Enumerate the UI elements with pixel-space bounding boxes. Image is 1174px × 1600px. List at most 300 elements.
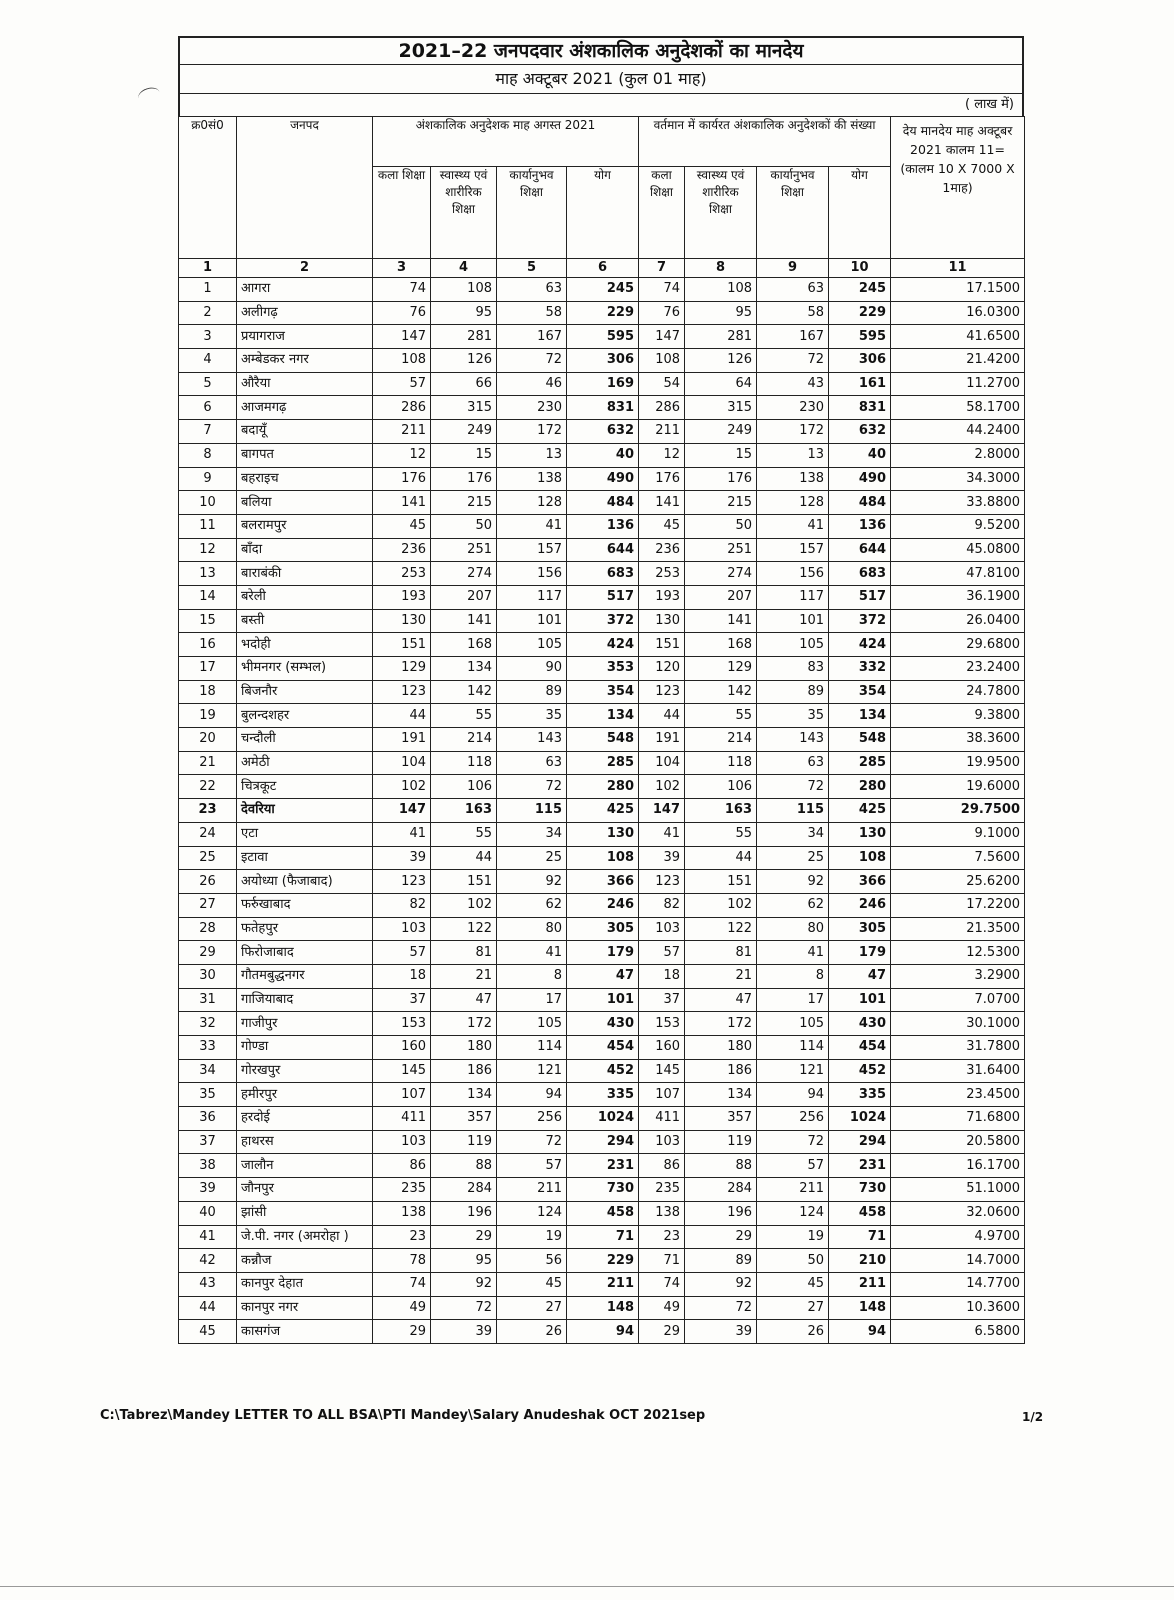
table-row <box>179 301 1025 325</box>
aug-total-cell: 229 <box>567 1249 639 1273</box>
column-number: 8 <box>685 259 757 278</box>
cur-art-cell: 86 <box>639 1154 685 1178</box>
cur-total-cell: 424 <box>829 633 891 657</box>
col-cur-art: कला शिक्षा <box>639 167 685 259</box>
cur-health-cell: 214 <box>685 728 757 752</box>
cur-work-cell: 26 <box>757 1320 829 1344</box>
col-aug-health: स्वास्थ्य एवं शारीरिक शिक्षा <box>431 167 497 259</box>
cur-work-cell: 83 <box>757 657 829 681</box>
payable-cell: 29.7500 <box>891 799 1025 823</box>
aug-health-cell: 122 <box>431 917 497 941</box>
aug-total-cell: 372 <box>567 609 639 633</box>
payable-cell: 16.1700 <box>891 1154 1025 1178</box>
district-cell: कानपुर नगर <box>237 1296 373 1320</box>
cur-work-cell: 143 <box>757 728 829 752</box>
district-cell: फिरोजाबाद <box>237 941 373 965</box>
aug-total-cell: 644 <box>567 538 639 562</box>
aug-total-cell: 294 <box>567 1130 639 1154</box>
serial-cell: 9 <box>179 467 237 491</box>
aug-work-cell: 58 <box>497 301 567 325</box>
cur-total-cell: 40 <box>829 443 891 467</box>
cur-art-cell: 45 <box>639 514 685 538</box>
cur-art-cell: 57 <box>639 941 685 965</box>
page-subtitle: माह अक्टूबर 2021 (कुल 01 माह) <box>178 65 1024 94</box>
cur-health-cell: 172 <box>685 1012 757 1036</box>
cur-art-cell: 236 <box>639 538 685 562</box>
cur-total-cell: 94 <box>829 1320 891 1344</box>
aug-art-cell: 86 <box>373 1154 431 1178</box>
cur-work-cell: 41 <box>757 941 829 965</box>
aug-health-cell: 92 <box>431 1272 497 1296</box>
aug-total-cell: 148 <box>567 1296 639 1320</box>
cur-art-cell: 147 <box>639 325 685 349</box>
aug-art-cell: 191 <box>373 728 431 752</box>
cur-art-cell: 104 <box>639 751 685 775</box>
cur-art-cell: 147 <box>639 799 685 823</box>
payable-cell: 20.5800 <box>891 1130 1025 1154</box>
payable-cell: 31.6400 <box>891 1059 1025 1083</box>
cur-work-cell: 25 <box>757 846 829 870</box>
cur-work-cell: 45 <box>757 1272 829 1296</box>
aug-health-cell: 81 <box>431 941 497 965</box>
column-number: 6 <box>567 259 639 278</box>
aug-total-cell: 280 <box>567 775 639 799</box>
cur-health-cell: 134 <box>685 1083 757 1107</box>
cur-work-cell: 105 <box>757 1012 829 1036</box>
aug-art-cell: 49 <box>373 1296 431 1320</box>
cur-total-cell: 335 <box>829 1083 891 1107</box>
table-row <box>179 751 1025 775</box>
table-row <box>179 1154 1025 1178</box>
table-row <box>179 1059 1025 1083</box>
col-cur-work: कार्यानुभव शिक्षा <box>757 167 829 259</box>
aug-total-cell: 108 <box>567 846 639 870</box>
aug-total-cell: 366 <box>567 870 639 894</box>
cur-total-cell: 134 <box>829 704 891 728</box>
cur-art-cell: 253 <box>639 562 685 586</box>
cur-health-cell: 315 <box>685 396 757 420</box>
serial-cell: 36 <box>179 1107 237 1131</box>
cur-total-cell: 452 <box>829 1059 891 1083</box>
serial-cell: 35 <box>179 1083 237 1107</box>
payable-cell: 41.6500 <box>891 325 1025 349</box>
cur-health-cell: 196 <box>685 1201 757 1225</box>
aug-art-cell: 286 <box>373 396 431 420</box>
column-number: 4 <box>431 259 497 278</box>
aug-art-cell: 44 <box>373 704 431 728</box>
district-cell: बलिया <box>237 491 373 515</box>
district-cell: प्रयागराज <box>237 325 373 349</box>
cur-work-cell: 34 <box>757 822 829 846</box>
serial-cell: 32 <box>179 1012 237 1036</box>
cur-work-cell: 115 <box>757 799 829 823</box>
cur-art-cell: 151 <box>639 633 685 657</box>
cur-art-cell: 191 <box>639 728 685 752</box>
aug-work-cell: 105 <box>497 633 567 657</box>
aug-total-cell: 169 <box>567 372 639 396</box>
cur-health-cell: 89 <box>685 1249 757 1273</box>
aug-art-cell: 102 <box>373 775 431 799</box>
district-cell: आगरा <box>237 278 373 302</box>
aug-health-cell: 134 <box>431 1083 497 1107</box>
aug-art-cell: 107 <box>373 1083 431 1107</box>
aug-total-cell: 179 <box>567 941 639 965</box>
serial-cell: 30 <box>179 964 237 988</box>
serial-cell: 15 <box>179 609 237 633</box>
district-cell: चन्दौली <box>237 728 373 752</box>
cur-total-cell: 211 <box>829 1272 891 1296</box>
aug-work-cell: 17 <box>497 988 567 1012</box>
cur-health-cell: 119 <box>685 1130 757 1154</box>
serial-cell: 37 <box>179 1130 237 1154</box>
aug-total-cell: 454 <box>567 1036 639 1060</box>
serial-cell: 2 <box>179 301 237 325</box>
cur-health-cell: 357 <box>685 1107 757 1131</box>
aug-health-cell: 134 <box>431 657 497 681</box>
aug-work-cell: 167 <box>497 325 567 349</box>
district-cell: चित्रकूट <box>237 775 373 799</box>
aug-total-cell: 47 <box>567 964 639 988</box>
aug-health-cell: 15 <box>431 443 497 467</box>
col-cur-total: योग <box>829 167 891 259</box>
cur-total-cell: 730 <box>829 1178 891 1202</box>
column-number: 3 <box>373 259 431 278</box>
serial-cell: 8 <box>179 443 237 467</box>
aug-health-cell: 95 <box>431 301 497 325</box>
cur-art-cell: 54 <box>639 372 685 396</box>
aug-health-cell: 172 <box>431 1012 497 1036</box>
cur-health-cell: 81 <box>685 941 757 965</box>
serial-cell: 44 <box>179 1296 237 1320</box>
cur-total-cell: 108 <box>829 846 891 870</box>
serial-cell: 20 <box>179 728 237 752</box>
col-payable: देय मानदेय माह अक्टूबर 2021 कालम 11= (कालम 10 X 7000 X 1माह) <box>891 117 1025 259</box>
cur-total-cell: 305 <box>829 917 891 941</box>
table-row <box>179 372 1025 396</box>
aug-art-cell: 57 <box>373 941 431 965</box>
aug-health-cell: 163 <box>431 799 497 823</box>
aug-art-cell: 74 <box>373 278 431 302</box>
column-number: 1 <box>179 259 237 278</box>
aug-health-cell: 50 <box>431 514 497 538</box>
cur-total-cell: 148 <box>829 1296 891 1320</box>
aug-health-cell: 214 <box>431 728 497 752</box>
cur-work-cell: 72 <box>757 775 829 799</box>
serial-cell: 16 <box>179 633 237 657</box>
cur-total-cell: 683 <box>829 562 891 586</box>
aug-art-cell: 236 <box>373 538 431 562</box>
aug-art-cell: 104 <box>373 751 431 775</box>
cur-health-cell: 15 <box>685 443 757 467</box>
cur-health-cell: 55 <box>685 822 757 846</box>
district-cell: अलीगढ़ <box>237 301 373 325</box>
cur-work-cell: 94 <box>757 1083 829 1107</box>
aug-total-cell: 231 <box>567 1154 639 1178</box>
aug-art-cell: 76 <box>373 301 431 325</box>
cur-health-cell: 151 <box>685 870 757 894</box>
aug-art-cell: 41 <box>373 822 431 846</box>
aug-total-cell: 101 <box>567 988 639 1012</box>
aug-total-cell: 211 <box>567 1272 639 1296</box>
cur-health-cell: 29 <box>685 1225 757 1249</box>
table-row <box>179 538 1025 562</box>
payable-cell: 17.1500 <box>891 278 1025 302</box>
aug-health-cell: 357 <box>431 1107 497 1131</box>
aug-health-cell: 126 <box>431 349 497 373</box>
aug-art-cell: 12 <box>373 443 431 467</box>
cur-total-cell: 71 <box>829 1225 891 1249</box>
aug-total-cell: 683 <box>567 562 639 586</box>
district-cell: हाथरस <box>237 1130 373 1154</box>
table-row <box>179 1225 1025 1249</box>
col-group-august: अंशकालिक अनुदेशक माह अगस्त 2021 <box>373 117 639 167</box>
aug-art-cell: 211 <box>373 420 431 444</box>
payable-cell: 31.7800 <box>891 1036 1025 1060</box>
aug-total-cell: 517 <box>567 585 639 609</box>
cur-health-cell: 215 <box>685 491 757 515</box>
cur-work-cell: 157 <box>757 538 829 562</box>
aug-art-cell: 57 <box>373 372 431 396</box>
cur-art-cell: 23 <box>639 1225 685 1249</box>
cur-total-cell: 280 <box>829 775 891 799</box>
cur-total-cell: 179 <box>829 941 891 965</box>
district-cell: देवरिया <box>237 799 373 823</box>
payable-cell: 12.5300 <box>891 941 1025 965</box>
serial-cell: 28 <box>179 917 237 941</box>
serial-cell: 45 <box>179 1320 237 1344</box>
payable-cell: 23.2400 <box>891 657 1025 681</box>
aug-health-cell: 88 <box>431 1154 497 1178</box>
aug-work-cell: 94 <box>497 1083 567 1107</box>
aug-work-cell: 105 <box>497 1012 567 1036</box>
cur-total-cell: 101 <box>829 988 891 1012</box>
cur-total-cell: 366 <box>829 870 891 894</box>
serial-cell: 4 <box>179 349 237 373</box>
district-cell: जालौन <box>237 1154 373 1178</box>
table-row <box>179 917 1025 941</box>
aug-health-cell: 249 <box>431 420 497 444</box>
table-row <box>179 799 1025 823</box>
cur-art-cell: 103 <box>639 1130 685 1154</box>
cur-work-cell: 58 <box>757 301 829 325</box>
aug-work-cell: 143 <box>497 728 567 752</box>
serial-cell: 23 <box>179 799 237 823</box>
cur-work-cell: 63 <box>757 751 829 775</box>
aug-health-cell: 168 <box>431 633 497 657</box>
aug-work-cell: 115 <box>497 799 567 823</box>
cur-total-cell: 644 <box>829 538 891 562</box>
payable-cell: 45.0800 <box>891 538 1025 562</box>
district-cell: अयोध्या (फैजाबाद) <box>237 870 373 894</box>
column-number-row <box>179 259 1025 278</box>
cur-art-cell: 12 <box>639 443 685 467</box>
cur-art-cell: 153 <box>639 1012 685 1036</box>
district-cell: भीमनगर (सम्भल) <box>237 657 373 681</box>
cur-work-cell: 121 <box>757 1059 829 1083</box>
cur-work-cell: 19 <box>757 1225 829 1249</box>
payable-cell: 44.2400 <box>891 420 1025 444</box>
cur-total-cell: 632 <box>829 420 891 444</box>
district-cell: बाँदा <box>237 538 373 562</box>
payable-cell: 11.2700 <box>891 372 1025 396</box>
cur-work-cell: 13 <box>757 443 829 467</box>
cur-work-cell: 92 <box>757 870 829 894</box>
aug-total-cell: 71 <box>567 1225 639 1249</box>
cur-total-cell: 246 <box>829 893 891 917</box>
payable-cell: 38.3600 <box>891 728 1025 752</box>
aug-health-cell: 29 <box>431 1225 497 1249</box>
district-cell: कानपुर देहात <box>237 1272 373 1296</box>
aug-health-cell: 207 <box>431 585 497 609</box>
page-number: 1/2 <box>1022 1410 1044 1424</box>
aug-work-cell: 117 <box>497 585 567 609</box>
aug-art-cell: 123 <box>373 680 431 704</box>
cur-work-cell: 101 <box>757 609 829 633</box>
column-number: 11 <box>891 259 1025 278</box>
cur-work-cell: 62 <box>757 893 829 917</box>
serial-cell: 42 <box>179 1249 237 1273</box>
col-cur-health: स्वास्थ्य एवं शारीरिक शिक्षा <box>685 167 757 259</box>
cur-art-cell: 123 <box>639 680 685 704</box>
aug-health-cell: 66 <box>431 372 497 396</box>
cur-art-cell: 235 <box>639 1178 685 1202</box>
aug-health-cell: 119 <box>431 1130 497 1154</box>
col-aug-total: योग <box>567 167 639 259</box>
column-number: 2 <box>237 259 373 278</box>
district-cell: बरेली <box>237 585 373 609</box>
district-cell: गौतमबुद्धनगर <box>237 964 373 988</box>
cur-total-cell: 136 <box>829 514 891 538</box>
aug-art-cell: 74 <box>373 1272 431 1296</box>
aug-work-cell: 72 <box>497 1130 567 1154</box>
district-cell: एटा <box>237 822 373 846</box>
district-cell: कासगंज <box>237 1320 373 1344</box>
cur-art-cell: 193 <box>639 585 685 609</box>
cur-art-cell: 176 <box>639 467 685 491</box>
cur-art-cell: 44 <box>639 704 685 728</box>
district-cell: आजमगढ़ <box>237 396 373 420</box>
serial-cell: 11 <box>179 514 237 538</box>
payable-cell: 10.3600 <box>891 1296 1025 1320</box>
cur-health-cell: 186 <box>685 1059 757 1083</box>
col-serial: क्र0सं0 <box>179 117 237 259</box>
aug-health-cell: 39 <box>431 1320 497 1344</box>
aug-health-cell: 215 <box>431 491 497 515</box>
payable-cell: 71.6800 <box>891 1107 1025 1131</box>
file-path-footer: C:\Tabrez\Mandey LETTER TO ALL BSA\PTI Mandey\Salary Anudeshak OCT 2021sep <box>100 1408 706 1423</box>
cur-health-cell: 142 <box>685 680 757 704</box>
cur-total-cell: 229 <box>829 301 891 325</box>
cur-work-cell: 105 <box>757 633 829 657</box>
aug-art-cell: 147 <box>373 325 431 349</box>
aug-art-cell: 253 <box>373 562 431 586</box>
cur-total-cell: 490 <box>829 467 891 491</box>
cur-health-cell: 64 <box>685 372 757 396</box>
cur-work-cell: 256 <box>757 1107 829 1131</box>
cur-work-cell: 128 <box>757 491 829 515</box>
cur-total-cell: 245 <box>829 278 891 302</box>
table-row <box>179 1012 1025 1036</box>
table-row <box>179 728 1025 752</box>
cur-work-cell: 17 <box>757 988 829 1012</box>
payable-cell: 16.0300 <box>891 301 1025 325</box>
aug-work-cell: 57 <box>497 1154 567 1178</box>
cur-health-cell: 180 <box>685 1036 757 1060</box>
payable-cell: 19.6000 <box>891 775 1025 799</box>
aug-total-cell: 632 <box>567 420 639 444</box>
aug-total-cell: 285 <box>567 751 639 775</box>
table-row <box>179 467 1025 491</box>
cur-total-cell: 430 <box>829 1012 891 1036</box>
cur-health-cell: 129 <box>685 657 757 681</box>
aug-art-cell: 78 <box>373 1249 431 1273</box>
cur-art-cell: 107 <box>639 1083 685 1107</box>
cur-art-cell: 18 <box>639 964 685 988</box>
aug-art-cell: 141 <box>373 491 431 515</box>
table-row <box>179 1296 1025 1320</box>
table-row <box>179 657 1025 681</box>
cur-art-cell: 286 <box>639 396 685 420</box>
payable-cell: 23.4500 <box>891 1083 1025 1107</box>
cur-health-cell: 108 <box>685 278 757 302</box>
cur-art-cell: 82 <box>639 893 685 917</box>
payable-cell: 26.0400 <box>891 609 1025 633</box>
payable-cell: 3.2900 <box>891 964 1025 988</box>
cur-total-cell: 354 <box>829 680 891 704</box>
cur-work-cell: 167 <box>757 325 829 349</box>
cur-health-cell: 102 <box>685 893 757 917</box>
district-cell: बलरामपुर <box>237 514 373 538</box>
cur-art-cell: 130 <box>639 609 685 633</box>
cur-health-cell: 95 <box>685 301 757 325</box>
district-cell: गाजीपुर <box>237 1012 373 1036</box>
district-cell: बस्ती <box>237 609 373 633</box>
cur-art-cell: 103 <box>639 917 685 941</box>
serial-cell: 18 <box>179 680 237 704</box>
table-row <box>179 893 1025 917</box>
payable-cell: 7.0700 <box>891 988 1025 1012</box>
aug-work-cell: 124 <box>497 1201 567 1225</box>
aug-art-cell: 129 <box>373 657 431 681</box>
aug-art-cell: 193 <box>373 585 431 609</box>
cur-health-cell: 281 <box>685 325 757 349</box>
aug-total-cell: 136 <box>567 514 639 538</box>
cur-health-cell: 207 <box>685 585 757 609</box>
serial-cell: 7 <box>179 420 237 444</box>
table-row <box>179 870 1025 894</box>
aug-art-cell: 82 <box>373 893 431 917</box>
aug-total-cell: 831 <box>567 396 639 420</box>
aug-work-cell: 62 <box>497 893 567 917</box>
column-number: 5 <box>497 259 567 278</box>
table-row <box>179 420 1025 444</box>
cur-health-cell: 47 <box>685 988 757 1012</box>
cur-art-cell: 39 <box>639 846 685 870</box>
cur-art-cell: 41 <box>639 822 685 846</box>
table-row <box>179 1272 1025 1296</box>
cur-health-cell: 126 <box>685 349 757 373</box>
col-aug-art: कला शिक्षा <box>373 167 431 259</box>
table-row <box>179 443 1025 467</box>
aug-health-cell: 106 <box>431 775 497 799</box>
aug-total-cell: 490 <box>567 467 639 491</box>
table-row <box>179 1178 1025 1202</box>
cur-health-cell: 106 <box>685 775 757 799</box>
cur-total-cell: 294 <box>829 1130 891 1154</box>
cur-health-cell: 88 <box>685 1154 757 1178</box>
aug-total-cell: 229 <box>567 301 639 325</box>
aug-work-cell: 19 <box>497 1225 567 1249</box>
